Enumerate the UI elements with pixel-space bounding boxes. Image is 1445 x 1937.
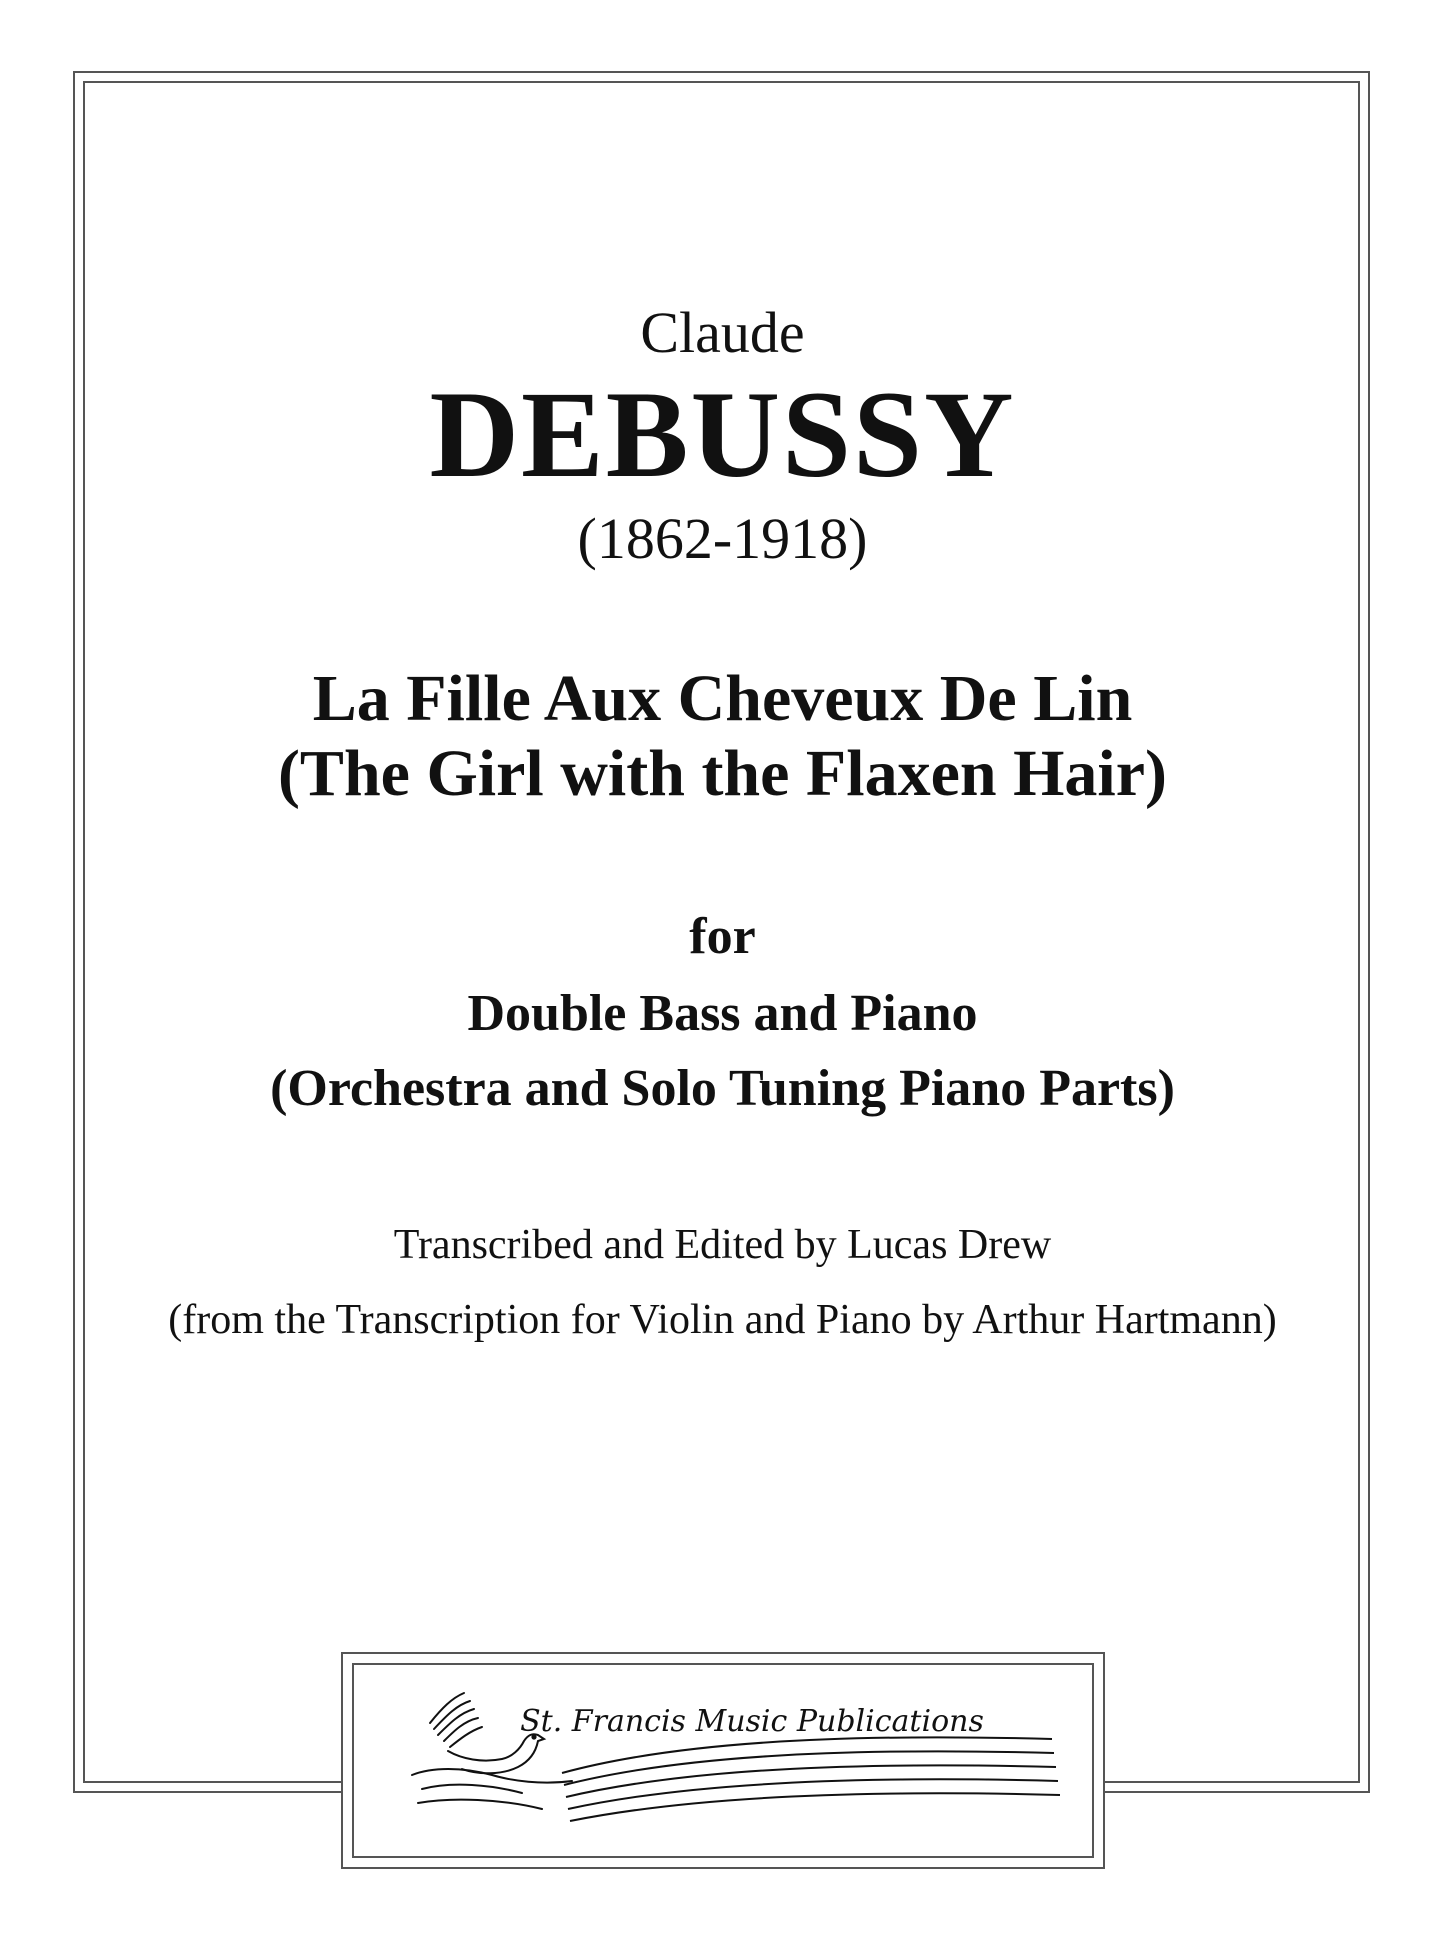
publisher-name: St. Francis Music Publications <box>520 1704 984 1739</box>
composer-dates: (1862-1918) <box>577 506 868 571</box>
for-label: for <box>689 908 756 965</box>
composer-first-name: Claude <box>640 300 805 365</box>
source-credit: (from the Transcription for Violin and Piano by Arthur Hartmann) <box>168 1297 1277 1343</box>
publisher-logo <box>352 1663 1094 1858</box>
instrumentation: Double Bass and Piano <box>467 985 978 1042</box>
parts-note: (Orchestra and Solo Tuning Piano Parts) <box>270 1060 1175 1117</box>
work-title-french: La Fille Aux Cheveux De Lin <box>312 662 1133 735</box>
work-title-english: (The Girl with the Flaxen Hair) <box>277 737 1168 810</box>
editor-credit: Transcribed and Edited by Lucas Drew <box>393 1222 1052 1268</box>
composer-surname: DEBUSSY <box>429 366 1016 503</box>
staff-lines <box>562 1737 1060 1821</box>
